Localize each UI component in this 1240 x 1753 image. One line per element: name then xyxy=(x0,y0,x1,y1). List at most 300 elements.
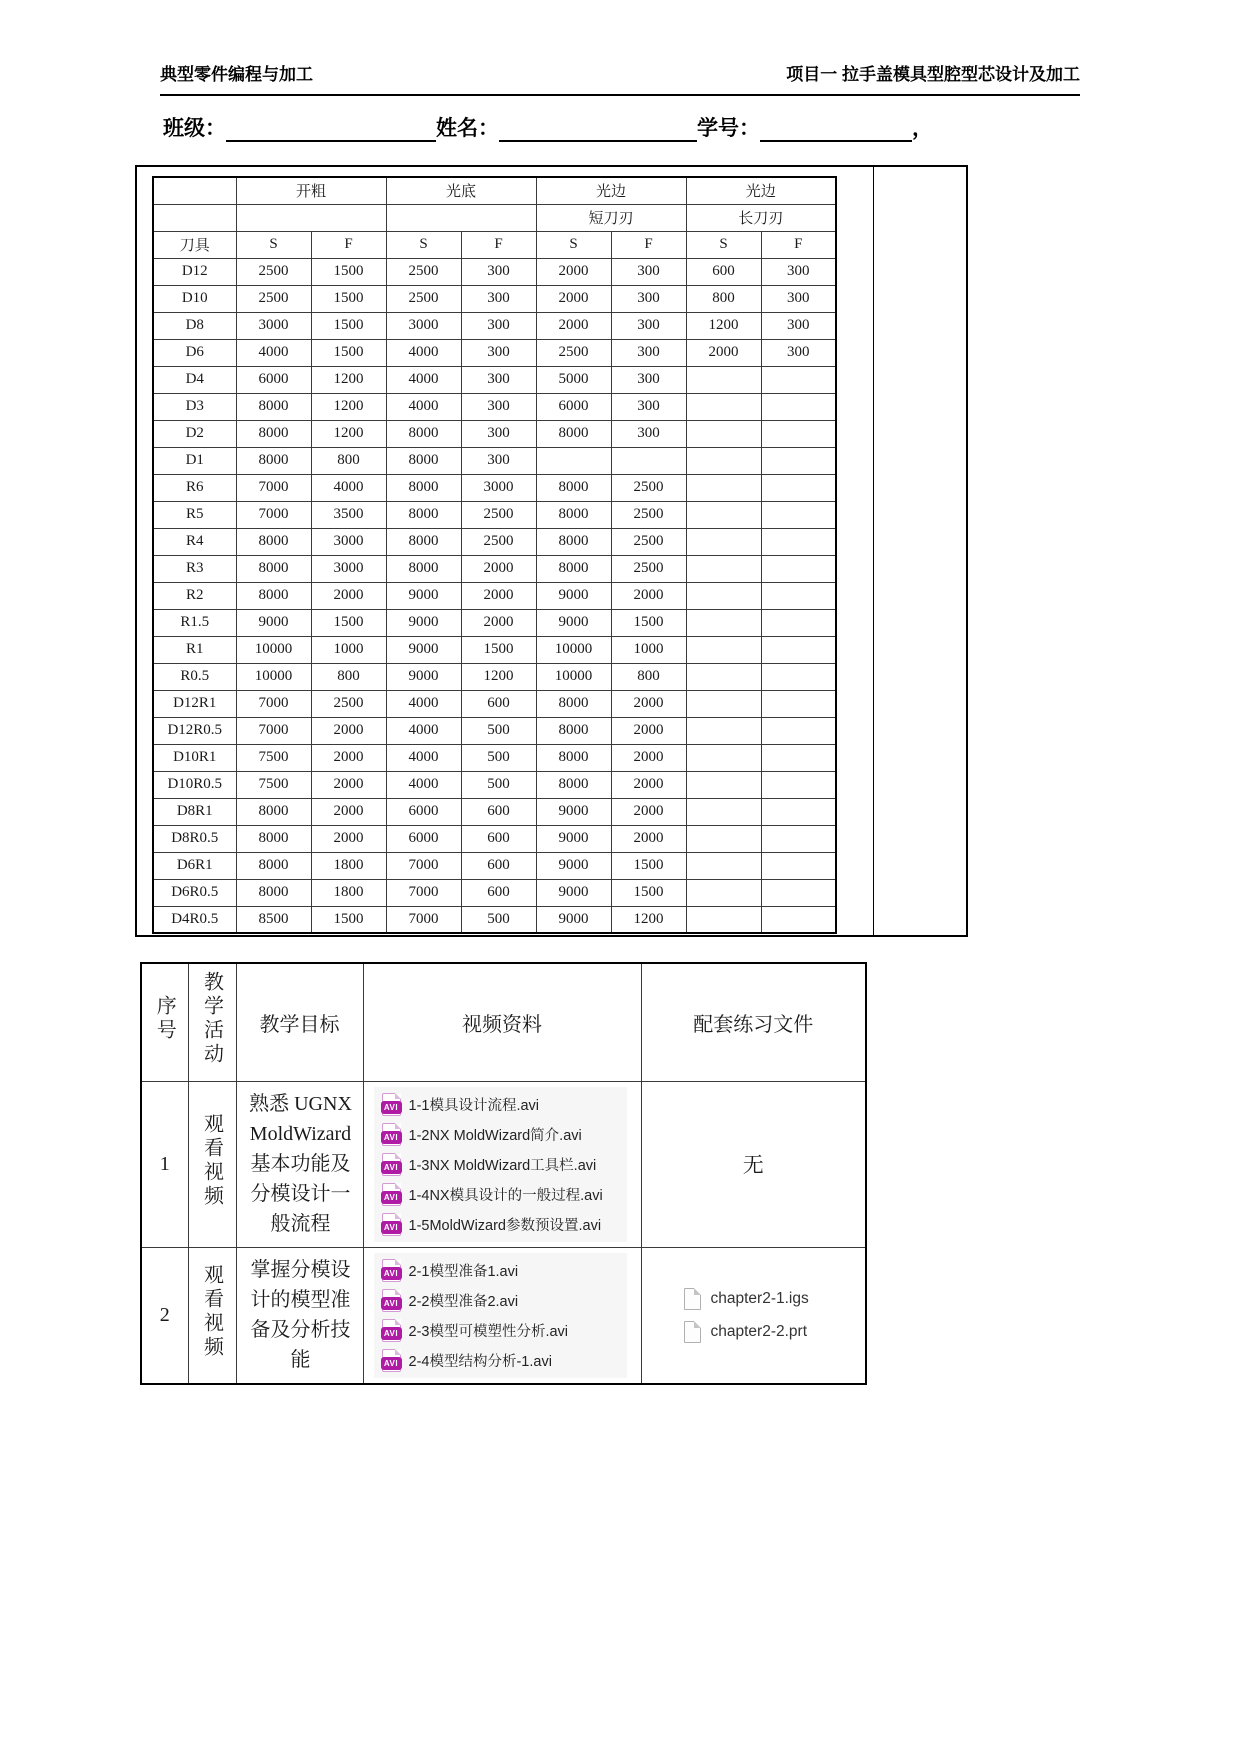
value-cell: 4000 xyxy=(311,474,386,501)
value-cell xyxy=(686,771,761,798)
value-cell: 8000 xyxy=(536,501,611,528)
avi-icon-badge: AVI xyxy=(381,1267,402,1280)
activity-header-videos xyxy=(363,963,641,1081)
value-cell: 3000 xyxy=(461,474,536,501)
value-cell: 2000 xyxy=(611,798,686,825)
speed-header-sf-row xyxy=(153,231,836,258)
video-file-item[interactable] xyxy=(382,1183,619,1206)
value-cell: 8000 xyxy=(536,744,611,771)
table-row xyxy=(153,636,836,663)
value-cell: 3000 xyxy=(386,312,461,339)
avi-file-icon xyxy=(382,1093,401,1116)
activity-header-activity-label: 教学活动 xyxy=(200,971,223,1068)
value-cell: 4000 xyxy=(386,744,461,771)
sequence-number-cell: 1 xyxy=(141,1081,188,1247)
value-cell: 8500 xyxy=(236,906,311,933)
value-cell xyxy=(761,393,836,420)
video-file-item[interactable] xyxy=(382,1153,619,1176)
value-cell xyxy=(761,906,836,933)
activity-header-activity xyxy=(188,963,236,1081)
video-file-name: 2-2模型准备2.avi xyxy=(408,1293,519,1310)
value-cell: 2500 xyxy=(386,258,461,285)
table-row xyxy=(153,744,836,771)
value-cell: 2500 xyxy=(611,528,686,555)
empty-corner-cell xyxy=(153,177,236,204)
practice-files-cell xyxy=(641,1081,866,1247)
value-cell: 300 xyxy=(461,285,536,312)
value-cell xyxy=(686,906,761,933)
tool-name-cell: D8R1 xyxy=(153,798,236,825)
value-cell xyxy=(536,447,611,474)
value-cell: 300 xyxy=(611,285,686,312)
value-cell xyxy=(761,798,836,825)
value-cell: 300 xyxy=(461,312,536,339)
avi-file-icon xyxy=(382,1259,401,1282)
value-cell: 7500 xyxy=(236,744,311,771)
value-cell: 2000 xyxy=(536,285,611,312)
table-row xyxy=(153,663,836,690)
value-cell: 8000 xyxy=(536,690,611,717)
value-cell xyxy=(686,555,761,582)
trailing-comma: ， xyxy=(912,117,933,140)
value-cell xyxy=(686,447,761,474)
value-cell: 9000 xyxy=(236,609,311,636)
table-row xyxy=(153,447,836,474)
table-row xyxy=(153,528,836,555)
video-file-item[interactable] xyxy=(382,1289,619,1312)
value-cell: 8000 xyxy=(386,474,461,501)
avi-icon-badge: AVI xyxy=(381,1161,402,1174)
video-file-name: 1-3NX MoldWizard工具栏.avi xyxy=(408,1157,597,1174)
frame-divider xyxy=(873,167,874,935)
tool-name-cell: D10R1 xyxy=(153,744,236,771)
avi-icon-badge: AVI xyxy=(381,1101,402,1114)
table-row xyxy=(153,771,836,798)
table-row xyxy=(153,906,836,933)
videos-cell xyxy=(363,1081,641,1247)
tool-name-cell: D6R1 xyxy=(153,852,236,879)
value-cell: 2000 xyxy=(536,258,611,285)
tool-name-cell: D3 xyxy=(153,393,236,420)
value-cell: 300 xyxy=(461,447,536,474)
value-cell: 300 xyxy=(611,339,686,366)
video-file-item[interactable] xyxy=(382,1259,619,1282)
tool-name-cell: D8 xyxy=(153,312,236,339)
value-cell: 600 xyxy=(461,852,536,879)
value-cell xyxy=(686,744,761,771)
avi-icon-fold xyxy=(395,1093,401,1099)
value-cell: 2500 xyxy=(461,501,536,528)
value-cell: 1500 xyxy=(611,879,686,906)
value-cell: 1500 xyxy=(311,339,386,366)
value-cell: 300 xyxy=(461,366,536,393)
speed-header-group-row xyxy=(153,177,836,204)
value-cell: 8000 xyxy=(236,582,311,609)
tool-name-cell: D12 xyxy=(153,258,236,285)
value-cell: 9000 xyxy=(386,636,461,663)
value-cell xyxy=(686,474,761,501)
value-cell: 2000 xyxy=(611,771,686,798)
value-cell: 7000 xyxy=(386,906,461,933)
value-cell: 2000 xyxy=(536,312,611,339)
activity-header-objective-label: 教学目标 xyxy=(259,1013,340,1036)
tool-name-cell: D6R0.5 xyxy=(153,879,236,906)
value-cell: 9000 xyxy=(386,609,461,636)
speed-table-head xyxy=(153,177,836,258)
value-cell: 1200 xyxy=(461,663,536,690)
value-cell xyxy=(761,825,836,852)
value-cell xyxy=(761,582,836,609)
tool-column-header: 刀具 xyxy=(153,231,236,258)
value-cell: 9000 xyxy=(536,798,611,825)
value-cell: 8000 xyxy=(236,555,311,582)
value-cell xyxy=(761,717,836,744)
table-row xyxy=(153,312,836,339)
table-row xyxy=(153,555,836,582)
class-blank-field[interactable] xyxy=(226,120,436,142)
student-id-label: 学号： xyxy=(697,117,760,140)
tool-name-cell: R3 xyxy=(153,555,236,582)
table-row xyxy=(153,825,836,852)
video-file-name: 2-1模型准备1.avi xyxy=(408,1263,519,1280)
value-cell: 2500 xyxy=(386,285,461,312)
tool-name-cell: R2 xyxy=(153,582,236,609)
value-cell: 1000 xyxy=(311,636,386,663)
value-cell: 600 xyxy=(461,798,536,825)
value-cell xyxy=(686,852,761,879)
tool-name-cell: D12R1 xyxy=(153,690,236,717)
value-cell: 1200 xyxy=(311,420,386,447)
value-cell: 1200 xyxy=(611,906,686,933)
value-cell: 2000 xyxy=(311,771,386,798)
tool-name-cell: R4 xyxy=(153,528,236,555)
table-row xyxy=(153,258,836,285)
tool-name-cell: R0.5 xyxy=(153,663,236,690)
speed-header-sub-row xyxy=(153,204,836,231)
tool-name-cell: R5 xyxy=(153,501,236,528)
sf-header-cell: F xyxy=(461,231,536,258)
practice-file-item[interactable] xyxy=(684,1288,809,1310)
value-cell xyxy=(686,690,761,717)
tool-name-cell: D8R0.5 xyxy=(153,825,236,852)
value-cell: 1500 xyxy=(461,636,536,663)
value-cell: 6000 xyxy=(386,825,461,852)
avi-icon-badge: AVI xyxy=(381,1221,402,1234)
value-cell: 8000 xyxy=(536,555,611,582)
value-cell: 8000 xyxy=(236,879,311,906)
value-cell: 10000 xyxy=(236,663,311,690)
value-cell: 1500 xyxy=(311,609,386,636)
video-file-item[interactable] xyxy=(382,1319,619,1342)
value-cell xyxy=(686,528,761,555)
value-cell xyxy=(761,852,836,879)
value-cell xyxy=(761,474,836,501)
activity-header-row xyxy=(141,963,866,1081)
value-cell: 4000 xyxy=(386,393,461,420)
tool-name-cell: D1 xyxy=(153,447,236,474)
value-cell: 7000 xyxy=(236,474,311,501)
video-file-item[interactable] xyxy=(382,1123,619,1146)
avi-file-icon xyxy=(382,1183,401,1206)
activity-type-cell xyxy=(188,1081,236,1247)
value-cell: 8000 xyxy=(236,852,311,879)
avi-file-icon xyxy=(382,1349,401,1372)
value-cell: 9000 xyxy=(536,879,611,906)
video-file-name: 1-5MoldWizard参数预设置.avi xyxy=(408,1217,602,1234)
tool-name-cell: D10R0.5 xyxy=(153,771,236,798)
value-cell: 4000 xyxy=(236,339,311,366)
value-cell: 300 xyxy=(461,393,536,420)
table-row xyxy=(153,798,836,825)
value-cell xyxy=(761,609,836,636)
value-cell xyxy=(686,825,761,852)
value-cell: 800 xyxy=(611,663,686,690)
value-cell xyxy=(686,879,761,906)
objective-cell: 熟悉 UGNX MoldWizard 基本功能及分模设计一般流程 xyxy=(236,1081,363,1247)
value-cell: 2000 xyxy=(461,609,536,636)
table-row xyxy=(153,582,836,609)
table-row xyxy=(153,366,836,393)
value-cell xyxy=(761,528,836,555)
table-row xyxy=(153,501,836,528)
value-cell: 9000 xyxy=(536,906,611,933)
objective-cell: 掌握分模设计的模型准备及分析技能 xyxy=(236,1247,363,1384)
name-blank-field[interactable] xyxy=(499,120,697,142)
group-header-3: 光边 xyxy=(536,177,686,204)
document-file-icon xyxy=(684,1288,701,1310)
value-cell: 300 xyxy=(461,420,536,447)
value-cell: 500 xyxy=(461,717,536,744)
value-cell: 2000 xyxy=(311,825,386,852)
class-label: 班级： xyxy=(163,117,226,140)
value-cell: 8000 xyxy=(236,420,311,447)
activity-table-body xyxy=(141,1081,866,1384)
avi-icon-fold xyxy=(395,1349,401,1355)
value-cell: 1800 xyxy=(311,852,386,879)
value-cell: 2500 xyxy=(611,501,686,528)
video-file-name: 1-4NX模具设计的一般过程.avi xyxy=(408,1187,603,1204)
avi-icon-fold xyxy=(395,1123,401,1129)
speed-feed-table xyxy=(152,176,837,934)
video-file-list xyxy=(374,1253,627,1378)
sequence-number-cell: 2 xyxy=(141,1247,188,1384)
value-cell: 2000 xyxy=(311,582,386,609)
value-cell xyxy=(686,420,761,447)
avi-icon-badge: AVI xyxy=(381,1191,402,1204)
value-cell: 6000 xyxy=(536,393,611,420)
value-cell: 2500 xyxy=(461,528,536,555)
activity-header-files-label: 配套练习文件 xyxy=(693,1013,814,1036)
value-cell: 10000 xyxy=(236,636,311,663)
avi-icon-fold xyxy=(395,1319,401,1325)
value-cell: 800 xyxy=(311,447,386,474)
value-cell: 1500 xyxy=(311,258,386,285)
value-cell: 9000 xyxy=(536,852,611,879)
value-cell xyxy=(686,366,761,393)
activity-header-files xyxy=(641,963,866,1081)
document-file-icon xyxy=(684,1321,701,1343)
table-row xyxy=(153,393,836,420)
avi-file-icon xyxy=(382,1319,401,1342)
activity-type-label: 观看视频 xyxy=(200,1113,223,1209)
value-cell: 1200 xyxy=(311,393,386,420)
value-cell: 5000 xyxy=(536,366,611,393)
value-cell: 600 xyxy=(461,690,536,717)
value-cell: 1500 xyxy=(611,852,686,879)
value-cell: 1500 xyxy=(611,609,686,636)
avi-file-icon xyxy=(382,1153,401,1176)
value-cell: 2000 xyxy=(461,582,536,609)
value-cell: 300 xyxy=(611,258,686,285)
value-cell: 800 xyxy=(311,663,386,690)
value-cell: 8000 xyxy=(386,528,461,555)
value-cell: 2000 xyxy=(461,555,536,582)
value-cell: 8000 xyxy=(236,798,311,825)
value-cell: 300 xyxy=(611,393,686,420)
value-cell: 300 xyxy=(761,312,836,339)
value-cell xyxy=(761,690,836,717)
value-cell: 1500 xyxy=(311,285,386,312)
sf-header-cell: S xyxy=(386,231,461,258)
value-cell: 1200 xyxy=(686,312,761,339)
group-header-2: 光底 xyxy=(386,177,536,204)
value-cell: 4000 xyxy=(386,366,461,393)
value-cell xyxy=(686,609,761,636)
sf-header-cell: F xyxy=(311,231,386,258)
activity-table xyxy=(140,962,867,1385)
value-cell: 500 xyxy=(461,771,536,798)
video-file-item[interactable] xyxy=(382,1213,619,1236)
video-file-item[interactable] xyxy=(382,1349,619,1372)
value-cell: 4000 xyxy=(386,717,461,744)
value-cell xyxy=(686,501,761,528)
value-cell xyxy=(686,663,761,690)
video-file-name: 1-1模具设计流程.avi xyxy=(408,1097,540,1114)
practice-file-name: chapter2-2.prt xyxy=(710,1322,807,1340)
value-cell: 2500 xyxy=(536,339,611,366)
table-row xyxy=(153,879,836,906)
table-row xyxy=(153,285,836,312)
table-row xyxy=(153,609,836,636)
tool-name-cell: D12R0.5 xyxy=(153,717,236,744)
value-cell xyxy=(761,879,836,906)
value-cell: 1500 xyxy=(311,312,386,339)
table-row xyxy=(153,339,836,366)
student-id-blank-field[interactable] xyxy=(760,120,912,142)
value-cell: 4000 xyxy=(386,771,461,798)
videos-cell xyxy=(363,1247,641,1384)
value-cell: 2000 xyxy=(611,582,686,609)
value-cell: 10000 xyxy=(536,636,611,663)
activity-type-cell xyxy=(188,1247,236,1384)
value-cell: 3000 xyxy=(311,555,386,582)
document-icon-fold xyxy=(694,1321,701,1328)
table-row xyxy=(153,474,836,501)
value-cell: 8000 xyxy=(386,555,461,582)
group-header-1: 开粗 xyxy=(236,177,386,204)
value-cell: 8000 xyxy=(536,474,611,501)
value-cell: 500 xyxy=(461,906,536,933)
tool-name-cell: R1.5 xyxy=(153,609,236,636)
value-cell: 600 xyxy=(461,825,536,852)
value-cell: 300 xyxy=(461,258,536,285)
sf-header-cell: F xyxy=(761,231,836,258)
avi-file-icon xyxy=(382,1123,401,1146)
value-cell: 8000 xyxy=(386,420,461,447)
activity-header-no-label: 序号 xyxy=(153,995,176,1044)
value-cell: 300 xyxy=(611,366,686,393)
value-cell: 8000 xyxy=(236,393,311,420)
header-right-title: 项目一 拉手盖模具型腔型芯设计及加工 xyxy=(786,65,1080,84)
table-row xyxy=(153,690,836,717)
tool-name-cell: D6 xyxy=(153,339,236,366)
value-cell: 9000 xyxy=(536,609,611,636)
value-cell xyxy=(686,717,761,744)
tool-name-cell: D2 xyxy=(153,420,236,447)
sf-header-cell: S xyxy=(686,231,761,258)
practice-file-item[interactable] xyxy=(684,1321,808,1343)
avi-icon-badge: AVI xyxy=(381,1327,402,1340)
value-cell xyxy=(686,582,761,609)
value-cell: 300 xyxy=(761,258,836,285)
name-label: 姓名： xyxy=(436,117,499,140)
value-cell: 4000 xyxy=(386,339,461,366)
tool-name-cell: R1 xyxy=(153,636,236,663)
sf-header-cell: F xyxy=(611,231,686,258)
value-cell: 7000 xyxy=(386,852,461,879)
value-cell: 8000 xyxy=(386,447,461,474)
activity-type-label: 观看视频 xyxy=(200,1264,223,1360)
tool-name-cell: R6 xyxy=(153,474,236,501)
value-cell: 300 xyxy=(611,420,686,447)
no-files-text: 无 xyxy=(742,1153,764,1177)
avi-icon-badge: AVI xyxy=(381,1297,402,1310)
value-cell: 8000 xyxy=(536,420,611,447)
value-cell xyxy=(761,555,836,582)
value-cell: 2500 xyxy=(611,474,686,501)
value-cell: 8000 xyxy=(536,717,611,744)
value-cell: 800 xyxy=(686,285,761,312)
tool-name-cell: D4R0.5 xyxy=(153,906,236,933)
video-file-name: 2-3模型可模塑性分析.avi xyxy=(408,1323,569,1340)
value-cell: 300 xyxy=(761,339,836,366)
value-cell xyxy=(761,771,836,798)
value-cell: 9000 xyxy=(536,582,611,609)
avi-file-icon xyxy=(382,1213,401,1236)
value-cell xyxy=(686,798,761,825)
subgroup-header-3: 短刀刃 xyxy=(536,204,686,231)
video-file-item[interactable] xyxy=(382,1093,619,1116)
value-cell: 1800 xyxy=(311,879,386,906)
value-cell: 1000 xyxy=(611,636,686,663)
group-header-4: 光边 xyxy=(686,177,836,204)
subgroup-header-2 xyxy=(386,204,536,231)
value-cell: 4000 xyxy=(386,690,461,717)
value-cell: 10000 xyxy=(536,663,611,690)
tool-name-cell: D10 xyxy=(153,285,236,312)
document-icon-fold xyxy=(694,1288,701,1295)
speed-table-body xyxy=(153,258,836,933)
avi-icon-badge: AVI xyxy=(381,1131,402,1144)
value-cell xyxy=(761,636,836,663)
value-cell xyxy=(761,501,836,528)
value-cell: 7500 xyxy=(236,771,311,798)
value-cell xyxy=(761,663,836,690)
value-cell: 600 xyxy=(461,879,536,906)
value-cell xyxy=(761,366,836,393)
value-cell: 6000 xyxy=(386,798,461,825)
tool-name-cell: D4 xyxy=(153,366,236,393)
